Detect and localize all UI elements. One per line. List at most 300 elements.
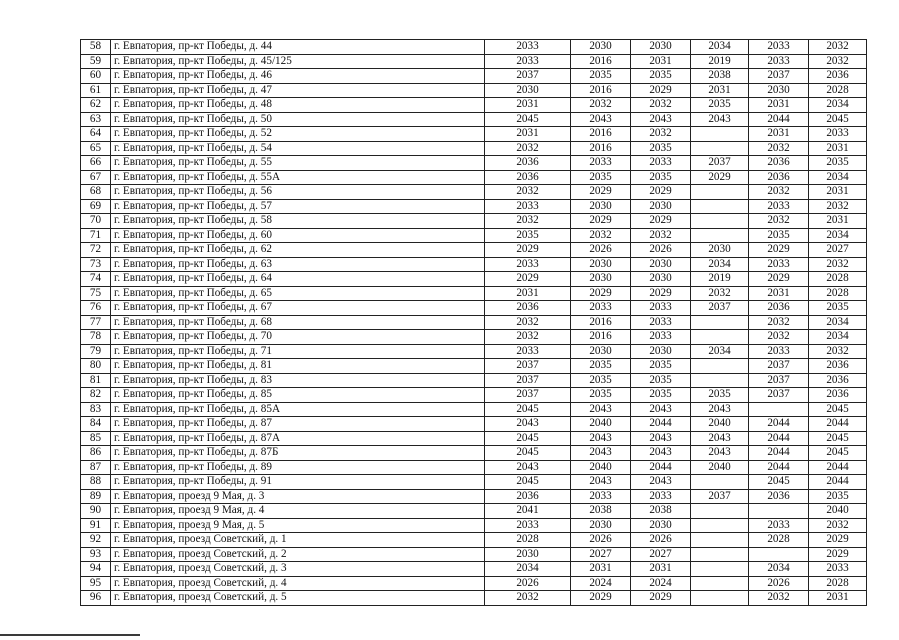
year-cell <box>691 315 749 330</box>
year-cell: 2037 <box>485 388 571 403</box>
year-cell: 2029 <box>631 591 691 606</box>
year-cell: 2033 <box>749 518 809 533</box>
row-number: 88 <box>81 475 111 490</box>
year-cell <box>691 504 749 519</box>
year-cell: 2033 <box>631 301 691 316</box>
year-cell: 2032 <box>485 214 571 229</box>
year-cell <box>691 576 749 591</box>
year-cell: 2040 <box>691 460 749 475</box>
year-cell: 2038 <box>631 504 691 519</box>
table-row <box>81 214 867 229</box>
year-cell: 2026 <box>749 576 809 591</box>
year-cell: 2029 <box>691 170 749 185</box>
row-number: 91 <box>81 518 111 533</box>
year-cell: 2032 <box>809 54 867 69</box>
year-cell: 2033 <box>485 54 571 69</box>
year-cell: 2035 <box>809 489 867 504</box>
year-cell: 2045 <box>809 112 867 127</box>
year-cell: 2029 <box>571 185 631 200</box>
table-row <box>81 475 867 490</box>
address-cell: г. Евпатория, пр-кт Победы, д. 60 <box>111 228 485 243</box>
year-cell <box>691 591 749 606</box>
table-row <box>81 156 867 171</box>
year-cell: 2024 <box>631 576 691 591</box>
table-row <box>81 373 867 388</box>
table-row <box>81 301 867 316</box>
row-number: 62 <box>81 98 111 113</box>
year-cell: 2043 <box>571 402 631 417</box>
row-number: 71 <box>81 228 111 243</box>
year-cell: 2034 <box>691 40 749 55</box>
table-row <box>81 344 867 359</box>
year-cell: 2037 <box>485 69 571 84</box>
year-cell: 2030 <box>571 257 631 272</box>
year-cell: 2027 <box>571 547 631 562</box>
year-cell: 2043 <box>631 431 691 446</box>
year-cell: 2032 <box>631 127 691 142</box>
year-cell: 2029 <box>571 286 631 301</box>
address-cell: г. Евпатория, пр-кт Победы, д. 52 <box>111 127 485 142</box>
row-number: 95 <box>81 576 111 591</box>
year-cell: 2035 <box>631 373 691 388</box>
year-cell: 2026 <box>631 243 691 258</box>
year-cell: 2035 <box>631 388 691 403</box>
year-cell: 2029 <box>571 214 631 229</box>
table-row <box>81 40 867 55</box>
year-cell: 2033 <box>631 156 691 171</box>
row-number: 65 <box>81 141 111 156</box>
year-cell: 2036 <box>749 156 809 171</box>
year-cell: 2032 <box>749 141 809 156</box>
year-cell: 2031 <box>631 54 691 69</box>
year-cell: 2036 <box>749 301 809 316</box>
year-cell <box>691 359 749 374</box>
address-cell: г. Евпатория, пр-кт Победы, д. 64 <box>111 272 485 287</box>
year-cell: 2038 <box>691 69 749 84</box>
year-cell: 2029 <box>631 286 691 301</box>
year-cell: 2028 <box>809 272 867 287</box>
year-cell: 2033 <box>571 489 631 504</box>
year-cell: 2035 <box>749 228 809 243</box>
address-cell: г. Евпатория, пр-кт Победы, д. 85А <box>111 402 485 417</box>
row-number: 59 <box>81 54 111 69</box>
year-cell: 2033 <box>749 40 809 55</box>
table-row <box>81 533 867 548</box>
year-cell: 2035 <box>571 69 631 84</box>
year-cell: 2032 <box>485 591 571 606</box>
row-number: 82 <box>81 388 111 403</box>
year-cell: 2030 <box>571 199 631 214</box>
year-cell: 2031 <box>691 83 749 98</box>
year-cell: 2029 <box>485 272 571 287</box>
address-cell: г. Евпатория, пр-кт Победы, д. 71 <box>111 344 485 359</box>
row-number: 74 <box>81 272 111 287</box>
year-cell: 2040 <box>809 504 867 519</box>
address-cell: г. Евпатория, пр-кт Победы, д. 56 <box>111 185 485 200</box>
year-cell: 2032 <box>809 344 867 359</box>
year-cell: 2045 <box>809 446 867 461</box>
year-cell: 2041 <box>485 504 571 519</box>
row-number: 69 <box>81 199 111 214</box>
year-cell: 2032 <box>571 98 631 113</box>
year-cell: 2033 <box>485 257 571 272</box>
row-number: 64 <box>81 127 111 142</box>
table-row <box>81 388 867 403</box>
year-cell: 2035 <box>571 388 631 403</box>
address-cell: г. Евпатория, пр-кт Победы, д. 58 <box>111 214 485 229</box>
year-cell: 2045 <box>485 431 571 446</box>
year-cell: 2032 <box>631 228 691 243</box>
table-row <box>81 591 867 606</box>
year-cell <box>691 141 749 156</box>
year-cell: 2035 <box>571 359 631 374</box>
year-cell: 2033 <box>631 489 691 504</box>
year-cell: 2027 <box>631 547 691 562</box>
year-cell: 2044 <box>631 417 691 432</box>
year-cell: 2035 <box>485 228 571 243</box>
address-cell: г. Евпатория, пр-кт Победы, д. 45/125 <box>111 54 485 69</box>
year-cell: 2040 <box>691 417 749 432</box>
year-cell: 2026 <box>571 533 631 548</box>
table-row <box>81 330 867 345</box>
row-number: 83 <box>81 402 111 417</box>
table-row <box>81 98 867 113</box>
row-number: 90 <box>81 504 111 519</box>
address-cell: г. Евпатория, проезд Советский, д. 2 <box>111 547 485 562</box>
table-row <box>81 562 867 577</box>
table-row <box>81 489 867 504</box>
year-cell: 2028 <box>809 576 867 591</box>
year-cell: 2033 <box>571 156 631 171</box>
address-cell: г. Евпатория, пр-кт Победы, д. 55А <box>111 170 485 185</box>
year-cell: 2033 <box>749 199 809 214</box>
year-cell: 2029 <box>809 547 867 562</box>
year-cell: 2032 <box>809 518 867 533</box>
year-cell <box>691 185 749 200</box>
row-number: 92 <box>81 533 111 548</box>
table-row <box>81 257 867 272</box>
year-cell: 2044 <box>749 446 809 461</box>
year-cell: 2030 <box>631 344 691 359</box>
year-cell <box>749 504 809 519</box>
table-row <box>81 69 867 84</box>
table-row <box>81 504 867 519</box>
address-cell: г. Евпатория, проезд 9 Мая, д. 4 <box>111 504 485 519</box>
table-row <box>81 228 867 243</box>
year-cell: 2044 <box>631 460 691 475</box>
year-cell: 2031 <box>631 562 691 577</box>
year-cell <box>691 330 749 345</box>
year-cell: 2045 <box>809 431 867 446</box>
year-cell: 2035 <box>631 141 691 156</box>
year-cell: 2031 <box>809 141 867 156</box>
year-cell <box>691 214 749 229</box>
year-cell: 2037 <box>749 373 809 388</box>
year-cell <box>691 533 749 548</box>
address-cell: г. Евпатория, пр-кт Победы, д. 55 <box>111 156 485 171</box>
year-cell: 2031 <box>485 286 571 301</box>
year-cell: 2028 <box>809 286 867 301</box>
table-row <box>81 402 867 417</box>
year-cell: 2033 <box>485 199 571 214</box>
year-cell: 2031 <box>485 98 571 113</box>
table-row <box>81 199 867 214</box>
row-number: 80 <box>81 359 111 374</box>
year-cell: 2034 <box>809 98 867 113</box>
year-cell: 2028 <box>809 83 867 98</box>
year-cell: 2045 <box>485 112 571 127</box>
year-cell: 2044 <box>809 475 867 490</box>
year-cell: 2043 <box>631 446 691 461</box>
row-number: 77 <box>81 315 111 330</box>
year-cell: 2032 <box>631 98 691 113</box>
year-cell <box>691 228 749 243</box>
row-number: 75 <box>81 286 111 301</box>
year-cell: 2043 <box>571 112 631 127</box>
year-cell <box>691 518 749 533</box>
year-cell: 2016 <box>571 315 631 330</box>
year-cell: 2032 <box>749 591 809 606</box>
year-cell: 2036 <box>749 489 809 504</box>
year-cell: 2036 <box>485 156 571 171</box>
address-cell: г. Евпатория, пр-кт Победы, д. 83 <box>111 373 485 388</box>
row-number: 76 <box>81 301 111 316</box>
year-cell: 2033 <box>485 40 571 55</box>
table-row <box>81 83 867 98</box>
year-cell: 2029 <box>631 83 691 98</box>
year-cell: 2030 <box>631 40 691 55</box>
year-cell: 2036 <box>809 359 867 374</box>
year-cell: 2030 <box>631 199 691 214</box>
year-cell: 2043 <box>691 431 749 446</box>
year-cell: 2016 <box>571 54 631 69</box>
year-cell: 2034 <box>809 330 867 345</box>
year-cell: 2035 <box>809 301 867 316</box>
year-cell: 2044 <box>749 460 809 475</box>
year-cell: 2032 <box>809 199 867 214</box>
year-cell: 2033 <box>485 344 571 359</box>
year-cell: 2034 <box>749 562 809 577</box>
year-cell: 2035 <box>691 98 749 113</box>
table-row <box>81 446 867 461</box>
year-cell: 2044 <box>749 112 809 127</box>
year-cell: 2032 <box>749 330 809 345</box>
address-cell: г. Евпатория, пр-кт Победы, д. 46 <box>111 69 485 84</box>
year-cell: 2036 <box>749 170 809 185</box>
year-cell: 2037 <box>749 69 809 84</box>
year-cell: 2030 <box>749 83 809 98</box>
year-cell <box>691 199 749 214</box>
year-cell <box>691 475 749 490</box>
address-cell: г. Евпатория, пр-кт Победы, д. 47 <box>111 83 485 98</box>
year-cell: 2043 <box>631 475 691 490</box>
year-cell: 2034 <box>809 315 867 330</box>
year-cell: 2032 <box>691 286 749 301</box>
year-cell: 2030 <box>571 272 631 287</box>
year-cell: 2024 <box>571 576 631 591</box>
year-cell: 2043 <box>571 431 631 446</box>
year-cell: 2031 <box>809 591 867 606</box>
year-cell: 2034 <box>691 344 749 359</box>
row-number: 94 <box>81 562 111 577</box>
address-cell: г. Евпатория, пр-кт Победы, д. 87Б <box>111 446 485 461</box>
table-row <box>81 286 867 301</box>
year-cell: 2034 <box>809 228 867 243</box>
year-cell: 2034 <box>691 257 749 272</box>
year-cell: 2045 <box>809 402 867 417</box>
year-cell: 2031 <box>749 98 809 113</box>
year-cell: 2033 <box>631 330 691 345</box>
year-cell: 2026 <box>571 243 631 258</box>
year-cell: 2044 <box>809 460 867 475</box>
year-cell: 2030 <box>631 257 691 272</box>
year-cell <box>749 402 809 417</box>
year-cell: 2043 <box>485 460 571 475</box>
year-cell: 2043 <box>571 446 631 461</box>
year-cell: 2036 <box>809 69 867 84</box>
year-cell: 2030 <box>571 518 631 533</box>
year-cell: 2033 <box>749 344 809 359</box>
year-cell: 2037 <box>749 359 809 374</box>
address-cell: г. Евпатория, пр-кт Победы, д. 44 <box>111 40 485 55</box>
year-cell <box>691 562 749 577</box>
year-cell: 2045 <box>485 402 571 417</box>
row-number: 96 <box>81 591 111 606</box>
year-cell: 2016 <box>571 83 631 98</box>
address-cell: г. Евпатория, проезд Советский, д. 4 <box>111 576 485 591</box>
year-cell <box>749 547 809 562</box>
address-cell: г. Евпатория, пр-кт Победы, д. 89 <box>111 460 485 475</box>
table-row <box>81 431 867 446</box>
year-cell: 2029 <box>631 214 691 229</box>
address-cell: г. Евпатория, пр-кт Победы, д. 91 <box>111 475 485 490</box>
address-cell: г. Евпатория, пр-кт Победы, д. 65 <box>111 286 485 301</box>
year-cell: 2036 <box>809 373 867 388</box>
year-cell: 2043 <box>691 402 749 417</box>
row-number: 93 <box>81 547 111 562</box>
table-row <box>81 576 867 591</box>
year-cell: 2030 <box>571 40 631 55</box>
year-cell: 2036 <box>485 170 571 185</box>
year-cell: 2040 <box>571 417 631 432</box>
table-row <box>81 185 867 200</box>
table-row <box>81 460 867 475</box>
year-cell <box>691 373 749 388</box>
year-cell: 2032 <box>571 228 631 243</box>
address-cell: г. Евпатория, пр-кт Победы, д. 63 <box>111 257 485 272</box>
year-cell: 2040 <box>571 460 631 475</box>
year-cell: 2032 <box>749 214 809 229</box>
year-cell: 2027 <box>809 243 867 258</box>
year-cell: 2036 <box>485 489 571 504</box>
year-cell: 2037 <box>691 489 749 504</box>
row-number: 60 <box>81 69 111 84</box>
year-cell: 2035 <box>809 156 867 171</box>
year-cell <box>691 127 749 142</box>
year-cell: 2044 <box>749 417 809 432</box>
year-cell: 2035 <box>571 170 631 185</box>
year-cell: 2032 <box>749 185 809 200</box>
table-row <box>81 272 867 287</box>
year-cell: 2033 <box>749 54 809 69</box>
year-cell: 2028 <box>749 533 809 548</box>
housing-registry-table <box>80 39 867 606</box>
table-row <box>81 112 867 127</box>
year-cell: 2029 <box>571 591 631 606</box>
row-number: 58 <box>81 40 111 55</box>
year-cell: 2036 <box>485 301 571 316</box>
row-number: 73 <box>81 257 111 272</box>
year-cell: 2026 <box>631 533 691 548</box>
address-cell: г. Евпатория, проезд Советский, д. 1 <box>111 533 485 548</box>
year-cell: 2033 <box>809 562 867 577</box>
year-cell: 2016 <box>571 141 631 156</box>
year-cell: 2044 <box>749 431 809 446</box>
year-cell: 2029 <box>485 243 571 258</box>
year-cell: 2044 <box>809 417 867 432</box>
year-cell: 2034 <box>809 170 867 185</box>
table-row <box>81 359 867 374</box>
year-cell: 2045 <box>485 475 571 490</box>
registry-body <box>81 40 867 606</box>
row-number: 79 <box>81 344 111 359</box>
year-cell: 2031 <box>809 185 867 200</box>
year-cell: 2043 <box>631 112 691 127</box>
year-cell: 2031 <box>809 214 867 229</box>
year-cell: 2033 <box>631 315 691 330</box>
row-number: 89 <box>81 489 111 504</box>
table-row <box>81 417 867 432</box>
year-cell: 2035 <box>631 170 691 185</box>
address-cell: г. Евпатория, пр-кт Победы, д. 50 <box>111 112 485 127</box>
year-cell: 2036 <box>809 388 867 403</box>
row-number: 70 <box>81 214 111 229</box>
row-number: 72 <box>81 243 111 258</box>
year-cell: 2045 <box>749 475 809 490</box>
table-row <box>81 243 867 258</box>
row-number: 63 <box>81 112 111 127</box>
table-row <box>81 170 867 185</box>
year-cell: 2029 <box>809 533 867 548</box>
year-cell: 2032 <box>809 257 867 272</box>
year-cell: 2043 <box>631 402 691 417</box>
row-number: 81 <box>81 373 111 388</box>
year-cell: 2031 <box>749 127 809 142</box>
year-cell: 2019 <box>691 272 749 287</box>
year-cell: 2037 <box>691 301 749 316</box>
row-number: 67 <box>81 170 111 185</box>
row-number: 68 <box>81 185 111 200</box>
row-number: 85 <box>81 431 111 446</box>
year-cell: 2029 <box>749 243 809 258</box>
table-row <box>81 141 867 156</box>
address-cell: г. Евпатория, пр-кт Победы, д. 87А <box>111 431 485 446</box>
year-cell: 2033 <box>485 518 571 533</box>
address-cell: г. Евпатория, пр-кт Победы, д. 85 <box>111 388 485 403</box>
year-cell: 2029 <box>631 185 691 200</box>
year-cell: 2043 <box>691 112 749 127</box>
address-cell: г. Евпатория, пр-кт Победы, д. 54 <box>111 141 485 156</box>
address-cell: г. Евпатория, пр-кт Победы, д. 62 <box>111 243 485 258</box>
table-row <box>81 547 867 562</box>
year-cell: 2037 <box>691 156 749 171</box>
table-row <box>81 127 867 142</box>
year-cell: 2032 <box>485 330 571 345</box>
address-cell: г. Евпатория, пр-кт Победы, д. 87 <box>111 417 485 432</box>
address-cell: г. Евпатория, пр-кт Победы, д. 57 <box>111 199 485 214</box>
address-cell: г. Евпатория, пр-кт Победы, д. 67 <box>111 301 485 316</box>
year-cell: 2037 <box>485 359 571 374</box>
